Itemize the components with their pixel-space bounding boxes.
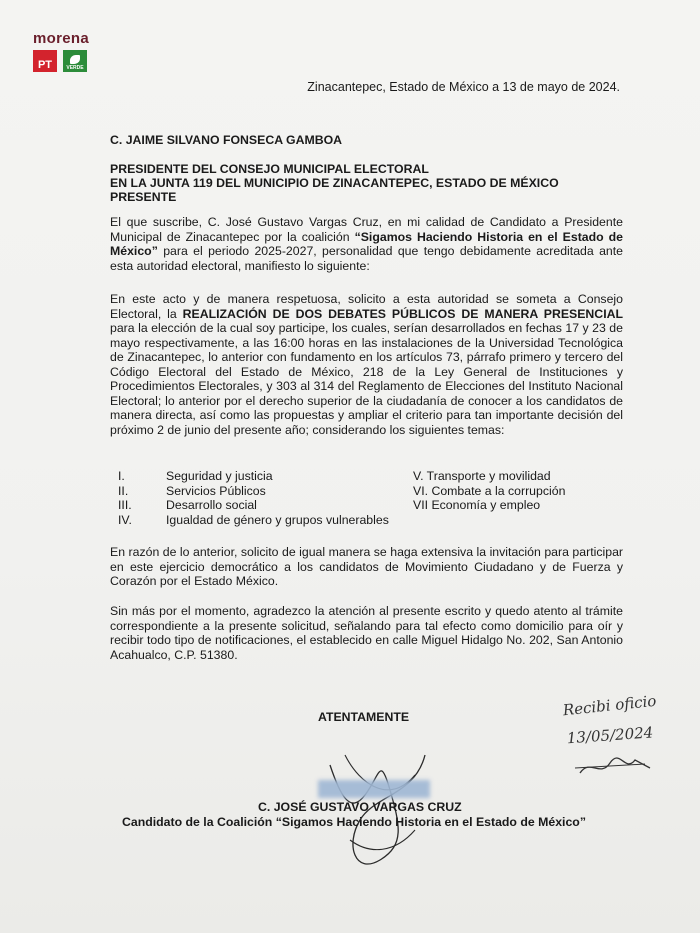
party-logos	[33, 30, 113, 72]
date-line: Zinacantepec, Estado de México a 13 de mayo de 2024.	[307, 80, 620, 94]
addressee-title-2: EN LA JUNTA 119 DEL MUNICIPIO DE ZINACANTEPEC, ESTADO DE MÉXICO	[110, 176, 559, 190]
paragraph-invitation: En razón de lo anterior, solicito de igual manera se haga extensiva la invitación para participar en este ejercicio democrático a los candidatos de Movimiento Ciudadano y de Fuerza y Corazón por el Estado México.	[110, 545, 623, 588]
list-item: IV. Igualdad de género y grupos vulnerables	[118, 512, 389, 527]
received-annotation	[555, 688, 695, 788]
topics-list-left	[110, 469, 389, 527]
list-item: III. Desarrollo social	[118, 498, 257, 513]
redacted-area	[318, 780, 430, 798]
paragraph-closing: Sin más por el momento, agradezco la atención al presente escrito y quedo atento al trámite correspondiente a la presente solicitud, señalando para tal efecto como domicilio para oír y recibir todo tipo de notificaciones, el establecido en calle Miguel Hidalgo No. 202, San Antonio Acahualco, C.P. 51380.	[110, 604, 623, 662]
signer-name: C. JOSÉ GUSTAVO VARGAS CRUZ	[258, 800, 462, 814]
list-item: VII Economía y empleo	[413, 498, 541, 513]
list-item: V. Transporte y movilidad	[413, 469, 551, 483]
list-item: I. Seguridad y justicia	[118, 469, 273, 483]
closing-salutation: ATENTAMENTE	[318, 710, 410, 724]
pt-logo: PT	[33, 50, 57, 72]
signer-title: Candidato de la Coalición “Sigamos Haciendo Historia en el Estado de México”	[122, 815, 586, 829]
paragraph-intro: El que suscribe, C. José Gustavo Vargas Cruz, en mi calidad de Candidato a Presidente Municipal de Zinacantepec por la coalición “Sigamos Haciendo Historia en el Estado de México” para el periodo 2025-2027, personalidad que tengo debidamente acreditada ante esta autoridad electoral, manifiesto lo siguiente:	[110, 215, 623, 273]
addressee-title-1: PRESIDENTE DEL CONSEJO MUNICIPAL ELECTORAL	[110, 162, 429, 176]
addressee-name: C. JAIME SILVANO FONSECA GAMBOA	[110, 133, 343, 147]
addressee-title-3: PRESENTE	[110, 190, 177, 204]
topics-list-right	[413, 469, 565, 513]
morena-logo: morena	[33, 30, 89, 47]
list-item: II. Servicios Públicos	[118, 483, 266, 498]
addressee-block	[110, 133, 559, 204]
received-date: 13/05/2024	[566, 723, 654, 748]
paragraph-request: En este acto y de manera respetuosa, solicito a esta autoridad se someta a Consejo Electoral, la REALIZACIÓN DE DOS DEBATES PÚBLICOS DE MANERA PRESENCIAL para la elección de la cual soy participe, los cuales, serían desarrollados en fechas 17 y 23 de mayo respectivamente, a las 16:00 horas en las instalaciones de la Universidad Tecnológica de Zinacantepec, lo anterior con fundamento en los artículos 73, párrafo primero y tercero del Código Electoral del Estado de México, 218 de la Ley General de Instituciones y Procedimientos Electorales, y 303 al 314 del Reglamento de Elecciones del Instituto Nacional Electoral; lo anterior por el derecho superior de la ciudadanía de conocer a los candidatos de manera directa, así como las propuestas y ampliar el criterio para tan importante decisión del próximo 2 de junio del presente año; considerando los siguientes temas:	[110, 292, 623, 437]
verde-logo: VERDE	[63, 50, 87, 72]
list-item: VI. Combate a la corrupción	[413, 483, 566, 498]
leaf-icon	[70, 55, 80, 64]
received-text: Recibi oficio	[562, 691, 658, 720]
